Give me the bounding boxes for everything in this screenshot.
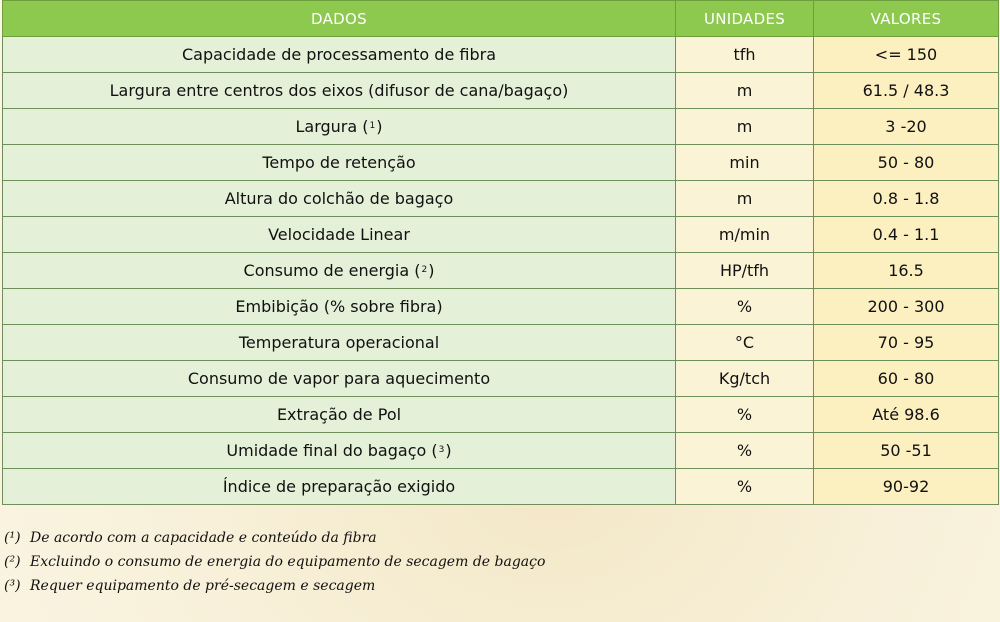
dados-text: Índice de preparação exigido [222, 477, 456, 496]
specifications-table [2, 0, 999, 505]
cell-valor: 16.5 [814, 253, 999, 289]
cell-unidade: m [676, 109, 814, 145]
footnote [4, 552, 904, 576]
cell-unidade: m [676, 73, 814, 109]
cell-valor: 70 - 95 [814, 325, 999, 361]
cell-valor: 200 - 300 [814, 289, 999, 325]
table-row [3, 73, 999, 109]
cell-dados [3, 397, 676, 433]
table-row [3, 109, 999, 145]
table-row [3, 181, 999, 217]
cell-valor: 90-92 [814, 469, 999, 505]
cell-valor: <= 150 [814, 37, 999, 73]
footnote [4, 576, 904, 600]
header-dados: DADOS [3, 1, 676, 37]
cell-dados [3, 37, 676, 73]
cell-unidade: % [676, 433, 814, 469]
cell-dados [3, 73, 676, 109]
cell-dados [3, 253, 676, 289]
cell-valor: 60 - 80 [814, 361, 999, 397]
dados-text: Capacidade de processamento de fibra [181, 45, 497, 64]
cell-dados [3, 325, 676, 361]
cell-unidade: °C [676, 325, 814, 361]
cell-dados [3, 145, 676, 181]
table-row [3, 37, 999, 73]
table-header [3, 1, 999, 37]
cell-dados [3, 361, 676, 397]
table-row [3, 253, 999, 289]
table-row [3, 145, 999, 181]
footnote-text: De acordo com a capacidade e conteúdo da fibra [30, 530, 377, 546]
cell-unidade: % [676, 397, 814, 433]
table-row [3, 469, 999, 505]
dados-text: Consumo de vapor para aquecimento [187, 369, 491, 388]
footnotes [4, 528, 904, 600]
cell-valor: 50 - 80 [814, 145, 999, 181]
footnote-ref: 2 [421, 265, 428, 275]
cell-dados [3, 109, 676, 145]
cell-valor: 61.5 / 48.3 [814, 73, 999, 109]
header-row [3, 1, 999, 37]
dados-text-after: ) [428, 261, 435, 280]
table-row [3, 433, 999, 469]
dados-text: Largura ( [295, 117, 369, 136]
dados-text: Umidade final do bagaço ( [226, 441, 438, 460]
table-row [3, 217, 999, 253]
cell-valor: Até 98.6 [814, 397, 999, 433]
cell-unidade: % [676, 469, 814, 505]
table-row [3, 325, 999, 361]
cell-unidade: m/min [676, 217, 814, 253]
cell-valor: 0.4 - 1.1 [814, 217, 999, 253]
footnote-mark: (³) [4, 578, 21, 594]
cell-valor: 0.8 - 1.8 [814, 181, 999, 217]
footnote [4, 528, 904, 552]
cell-unidade: tfh [676, 37, 814, 73]
cell-unidade: min [676, 145, 814, 181]
footnote-mark: (²) [4, 554, 21, 570]
dados-text: Embibição (% sobre fibra) [235, 297, 443, 316]
table-row [3, 397, 999, 433]
dados-text: Largura entre centros dos eixos (difusor de cana/bagaço) [109, 81, 569, 100]
cell-dados [3, 217, 676, 253]
cell-unidade: m [676, 181, 814, 217]
dados-text: Velocidade Linear [268, 225, 410, 244]
dados-text: Tempo de retenção [262, 153, 416, 172]
dados-text: Consumo de energia ( [243, 261, 421, 280]
footnote-text: Requer equipamento de pré-secagem e secagem [30, 578, 376, 594]
footnote-mark: (¹) [4, 530, 21, 546]
table-row [3, 289, 999, 325]
dados-text-after: ) [376, 117, 383, 136]
table-body [3, 37, 999, 505]
cell-unidade: HP/tfh [676, 253, 814, 289]
header-valores: VALORES [814, 1, 999, 37]
cell-valor: 50 -51 [814, 433, 999, 469]
cell-valor: 3 -20 [814, 109, 999, 145]
cell-dados [3, 289, 676, 325]
cell-dados [3, 181, 676, 217]
footnote-text: Excluindo o consumo de energia do equipamento de secagem de bagaço [30, 554, 546, 570]
table-row [3, 361, 999, 397]
footnote-ref: 3 [438, 445, 445, 455]
cell-dados [3, 433, 676, 469]
header-unidades: UNIDADES [676, 1, 814, 37]
cell-unidade: % [676, 289, 814, 325]
footnote-ref: 1 [369, 121, 376, 131]
dados-text: Altura do colchão de bagaço [224, 189, 454, 208]
dados-text-after: ) [445, 441, 452, 460]
cell-unidade: Kg/tch [676, 361, 814, 397]
cell-dados [3, 469, 676, 505]
dados-text: Extração de Pol [276, 405, 402, 424]
dados-text: Temperatura operacional [238, 333, 440, 352]
